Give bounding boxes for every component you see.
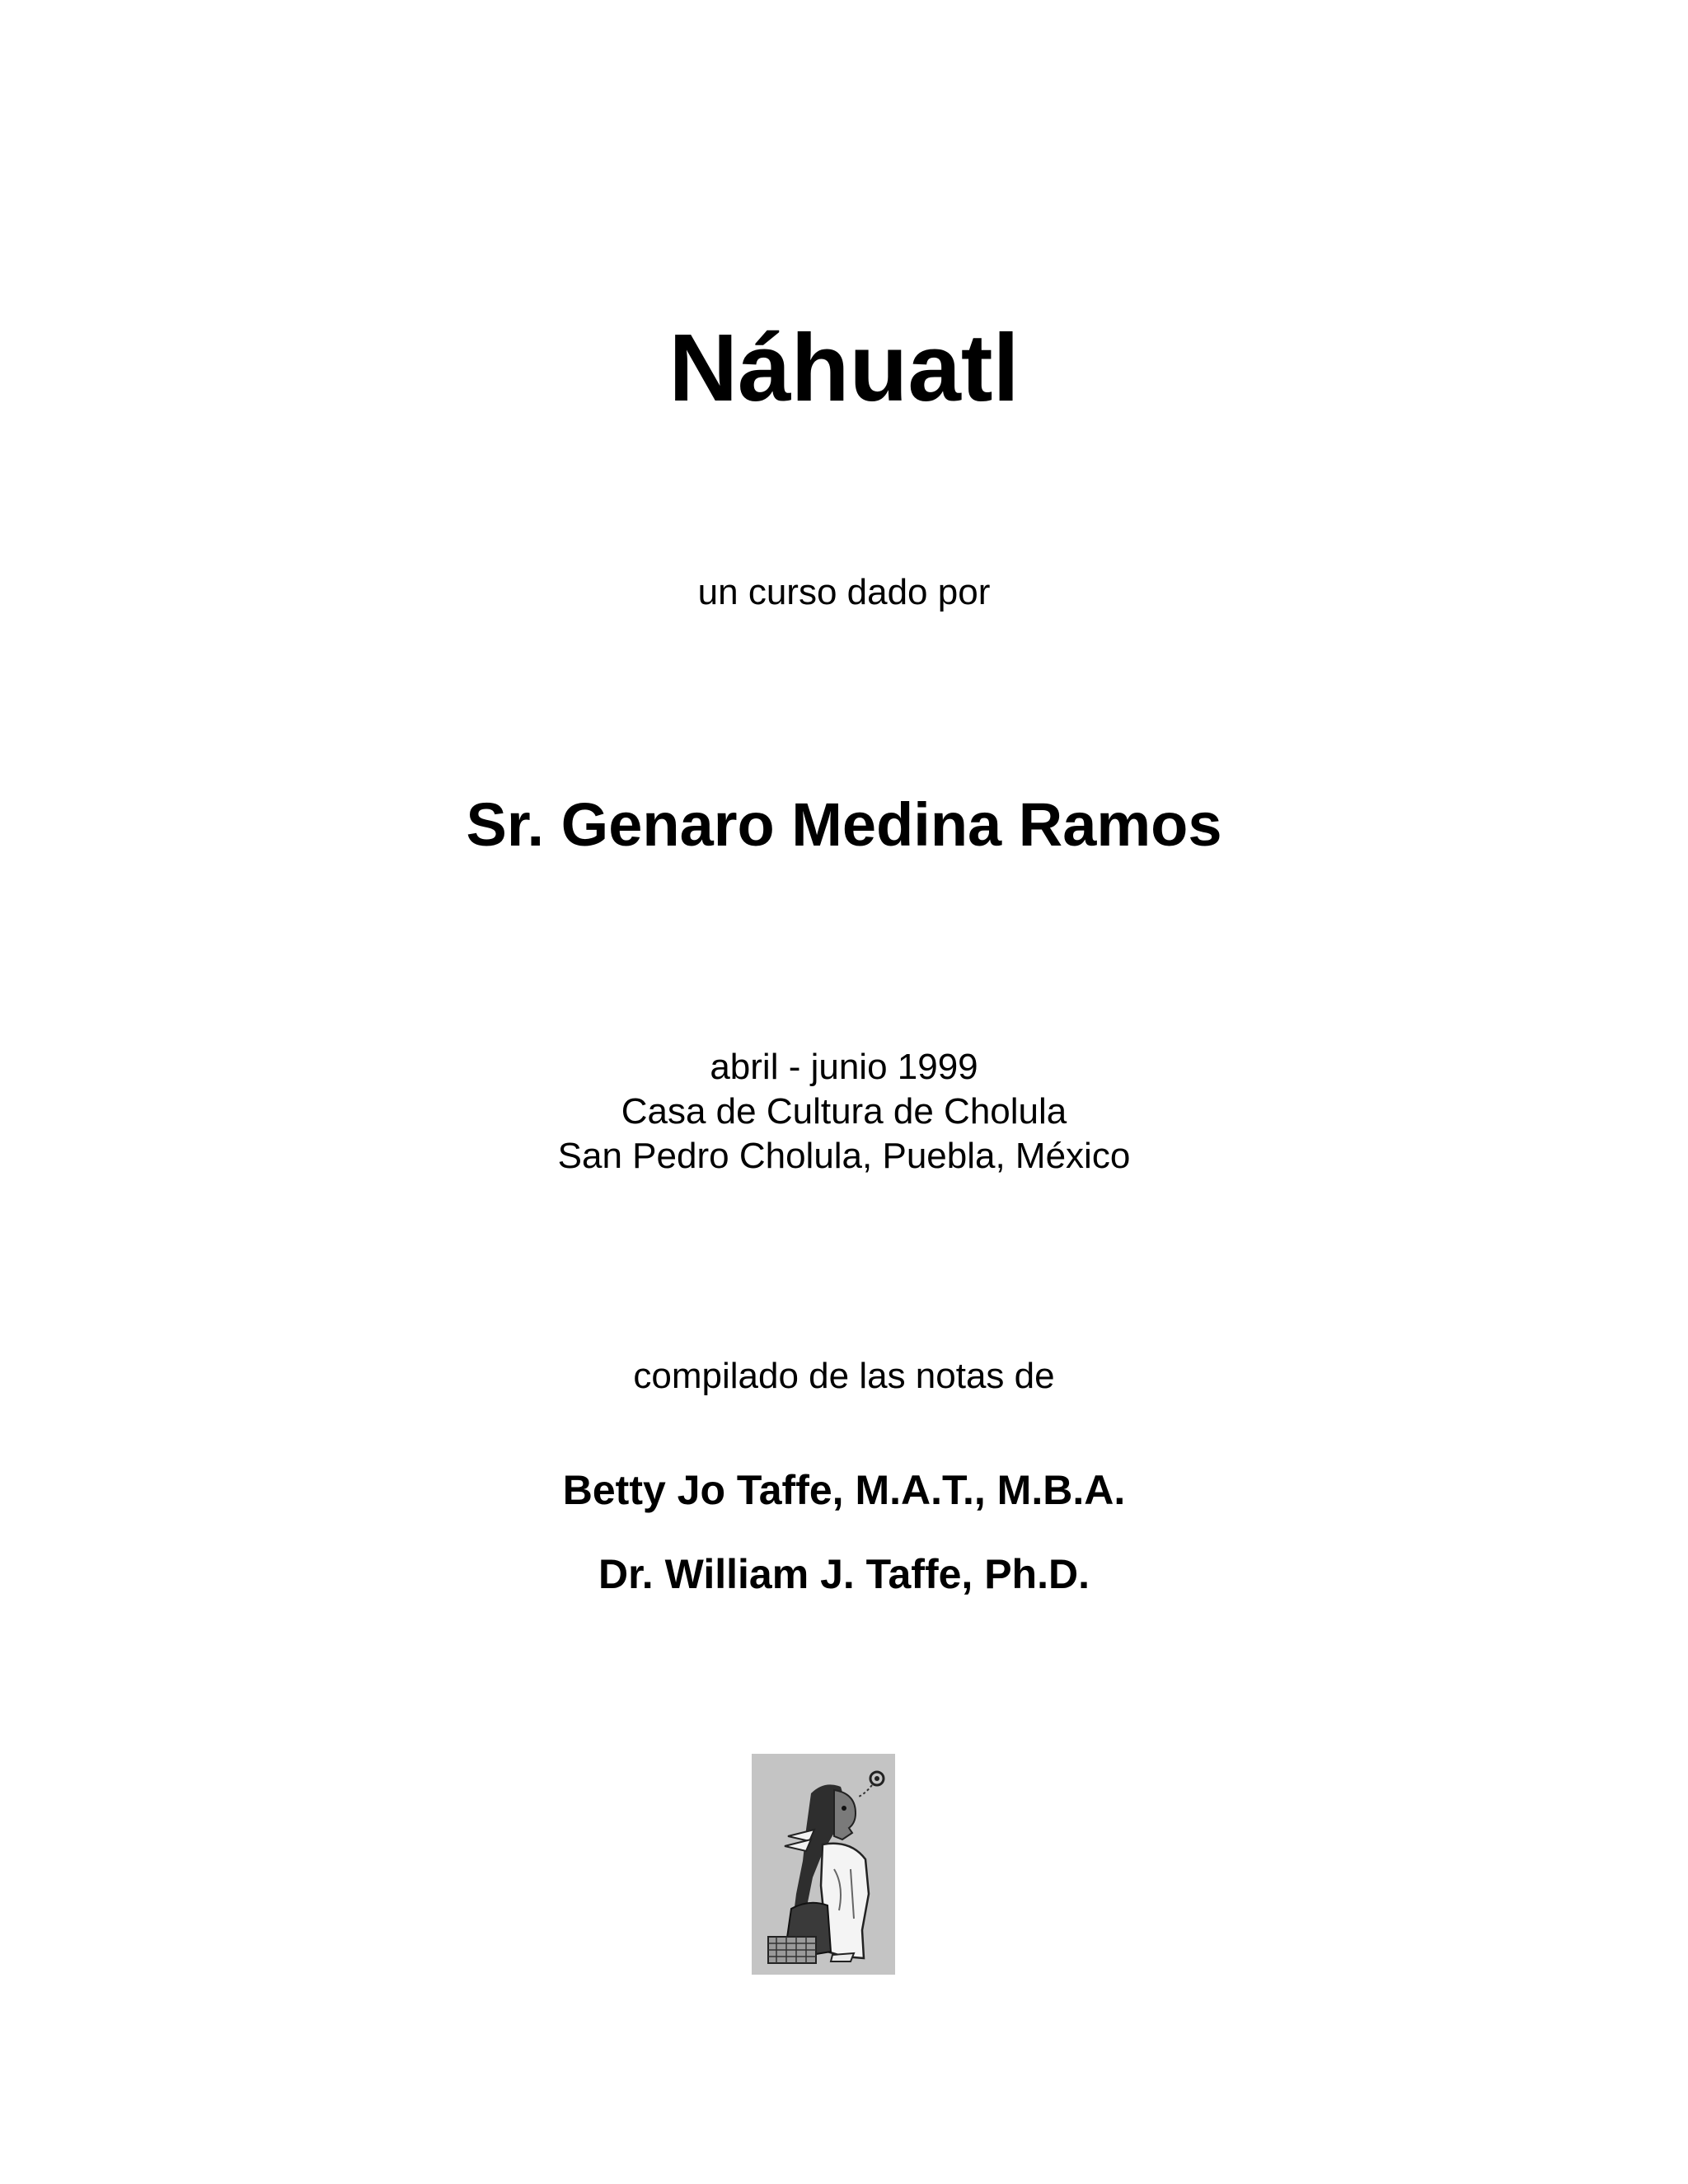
aztec-seated-figure-icon — [752, 1754, 895, 1975]
course-venue: Casa de Cultura de Cholula — [621, 1091, 1067, 1132]
author-name: Betty Jo Taffe, M.A.T., M.B.A. — [562, 1467, 1126, 1513]
author-name: Dr. William J. Taffe, Ph.D. — [598, 1551, 1090, 1597]
document-title: Náhuatl — [668, 314, 1020, 421]
course-dates: abril - junio 1999 — [710, 1047, 978, 1087]
compiled-label: compilado de las notas de — [633, 1356, 1055, 1396]
course-details — [0, 1045, 1688, 1179]
byline: un curso dado por — [697, 572, 991, 612]
course-location: San Pedro Cholula, Puebla, México — [557, 1136, 1131, 1176]
instructor-name: Sr. Genaro Medina Ramos — [466, 790, 1222, 859]
